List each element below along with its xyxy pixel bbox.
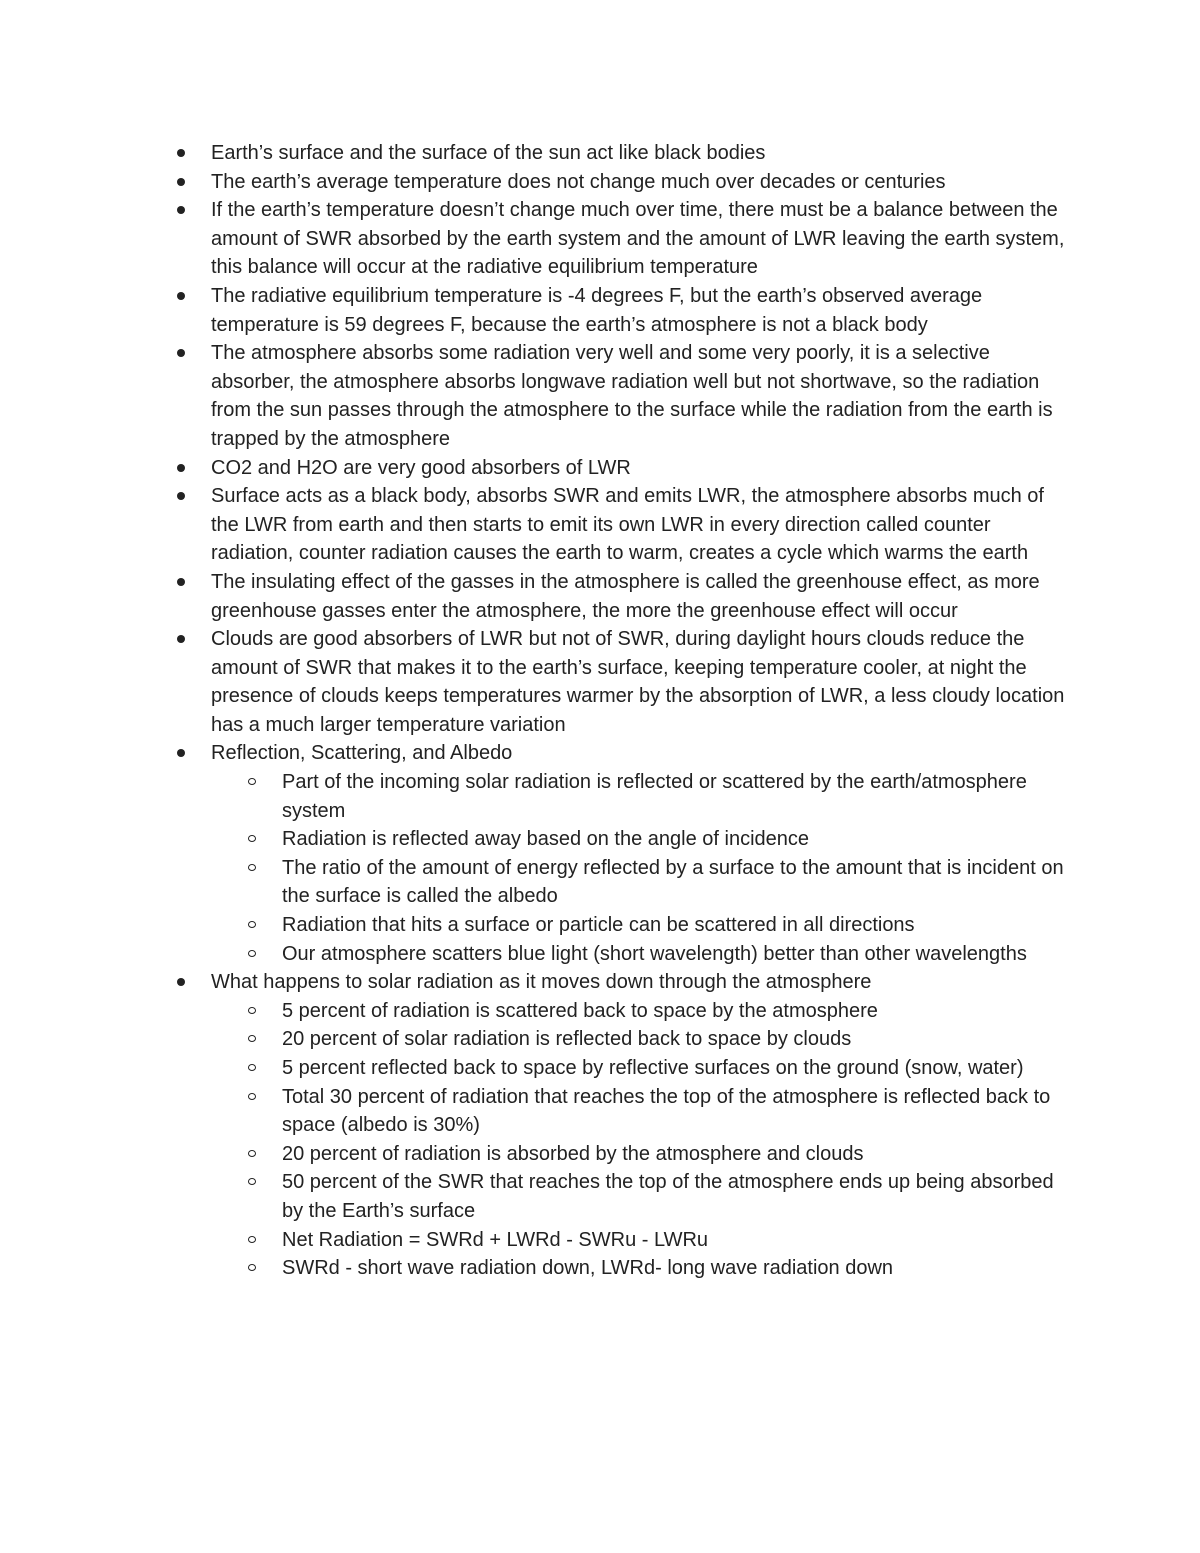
list-item [211,625,1071,739]
sub-list-item-text: Part of the incoming solar radiation is reflected or scattered by the earth/atmosphere system [282,771,1027,822]
sub-list-item-text: 20 percent of solar radiation is reflected back to space by clouds [282,1028,852,1051]
bullet-icon [177,749,185,757]
sub-list-item-text: Net Radiation = SWRd + LWRd - SWRu - LWRu [282,1228,709,1251]
sub-list-item [282,854,1071,911]
hollow-bullet-icon [248,864,256,871]
sub-list-item-text: 5 percent of radiation is scattered back to space by the atmosphere [282,999,878,1022]
list-item [211,282,1071,339]
list-item [211,139,1071,168]
list-item-text: The radiative equilibrium temperature is -4 degrees F, but the earth’s observed average temperature is 59 degrees F, because the earth’s atmosphere is not a black body [211,284,983,336]
hollow-bullet-icon [248,1236,256,1243]
list-item-text: The earth’s average temperature does not change much over decades or centuries [211,170,946,193]
list-item [211,339,1071,453]
list-item-text: Surface acts as a black body, absorbs SWR and emits LWR, the atmosphere absorbs much of the LWR from earth and then starts to emit its own LWR in every direction called counter radiation, counter radiation causes the earth to warm, creates a cycle which warms the earth [211,485,1044,565]
sub-list-item [282,1140,1071,1169]
list-item-text: Earth’s surface and the surface of the sun act like black bodies [211,142,766,164]
hollow-bullet-icon [248,1064,256,1071]
sub-list-item [282,825,1071,854]
sub-list-item-text: The ratio of the amount of energy reflected by a surface to the amount that is incident on the surface is called the albedo [282,856,1064,908]
hollow-bullet-icon [248,1035,256,1042]
sub-list-item-text: Radiation that hits a surface or particle can be scattered in all directions [282,914,915,937]
list-item [211,739,1071,968]
list-item [211,168,1071,197]
sub-list-item-text: 5 percent reflected back to space by reflective surfaces on the ground (snow, water) [282,1057,1024,1079]
bullet-icon [177,578,185,586]
list-item [211,454,1071,483]
bullet-list [211,139,1071,1283]
hollow-bullet-icon [248,921,256,928]
list-item [211,968,1071,1283]
sub-list-item-text: SWRd - short wave radiation down, LWRd- long wave radiation down [282,1257,894,1280]
hollow-bullet-icon [248,778,256,785]
sub-list-item-text: Radiation is reflected away based on the angle of incidence [282,828,810,851]
bullet-icon [177,978,185,986]
bullet-icon [177,292,185,300]
sub-list-item [282,940,1071,969]
bullet-icon [177,464,185,472]
sub-list-item [282,1254,1071,1283]
sub-list-item-text: 20 percent of radiation is absorbed by the atmosphere and clouds [282,1142,864,1165]
list-item [211,482,1071,568]
sub-list-item [282,1226,1071,1255]
sub-bullet-list [211,997,1071,1283]
sub-list-item-text: Total 30 percent of radiation that reaches the top of the atmosphere is reflected back to space (albedo is 30%) [282,1085,1051,1137]
hollow-bullet-icon [248,1150,256,1157]
sub-list-item [282,1054,1071,1083]
bullet-icon [177,206,185,214]
sub-list-item [282,1168,1071,1225]
sub-list-item-text: 50 percent of the SWR that reaches the top of the atmosphere ends up being absorbed by the Earth’s surface [282,1171,1054,1222]
sub-list-item [282,1025,1071,1054]
list-item [211,196,1071,282]
list-item-text: If the earth’s temperature doesn’t change much over time, there must be a balance between the amount of SWR absorbed by the earth system and the amount of LWR leaving the earth system, this balance will occur at the radiative equilibrium temperature [211,199,1065,279]
hollow-bullet-icon [248,1178,256,1185]
sub-list-item-text: Our atmosphere scatters blue light (short wavelength) better than other wavelengths [282,942,1027,965]
sub-list-item [282,768,1071,825]
list-item-text: What happens to solar radiation as it moves down through the atmosphere [211,971,872,994]
bullet-icon [177,178,185,186]
list-item-text: Reflection, Scattering, and Albedo [211,742,513,765]
bullet-icon [177,149,185,157]
list-item-text: CO2 and H2O are very good absorbers of LWR [211,456,631,479]
bullet-icon [177,349,185,357]
sub-list-item [282,911,1071,940]
hollow-bullet-icon [248,1007,256,1014]
list-item-text: The atmosphere absorbs some radiation very well and some very poorly, it is a selective absorber, the atmosphere absorbs longwave radiation well but not shortwave, so the radiation from the sun passes through the atmosphere to the surface while the radiation from the earth is trapped by the atmosphere [211,342,1053,450]
list-item [211,568,1071,625]
hollow-bullet-icon [248,835,256,842]
hollow-bullet-icon [248,1093,256,1100]
bullet-icon [177,635,185,643]
list-item-text: The insulating effect of the gasses in the atmosphere is called the greenhouse effect, as more greenhouse gasses enter the atmosphere, the more the greenhouse effect will occur [211,570,1040,622]
sub-list-item [282,1083,1071,1140]
bullet-icon [177,492,185,500]
hollow-bullet-icon [248,950,256,957]
list-item-text: Clouds are good absorbers of LWR but not of SWR, during daylight hours clouds reduce the amount of SWR that makes it to the earth’s surface, keeping temperature cooler, at night the presence of clouds keeps temperatures warmer by the absorption of LWR, a less cloudy location has a much larger temperature variation [211,628,1065,736]
sub-list-item [282,997,1071,1026]
sub-bullet-list [211,768,1071,968]
hollow-bullet-icon [248,1264,256,1271]
